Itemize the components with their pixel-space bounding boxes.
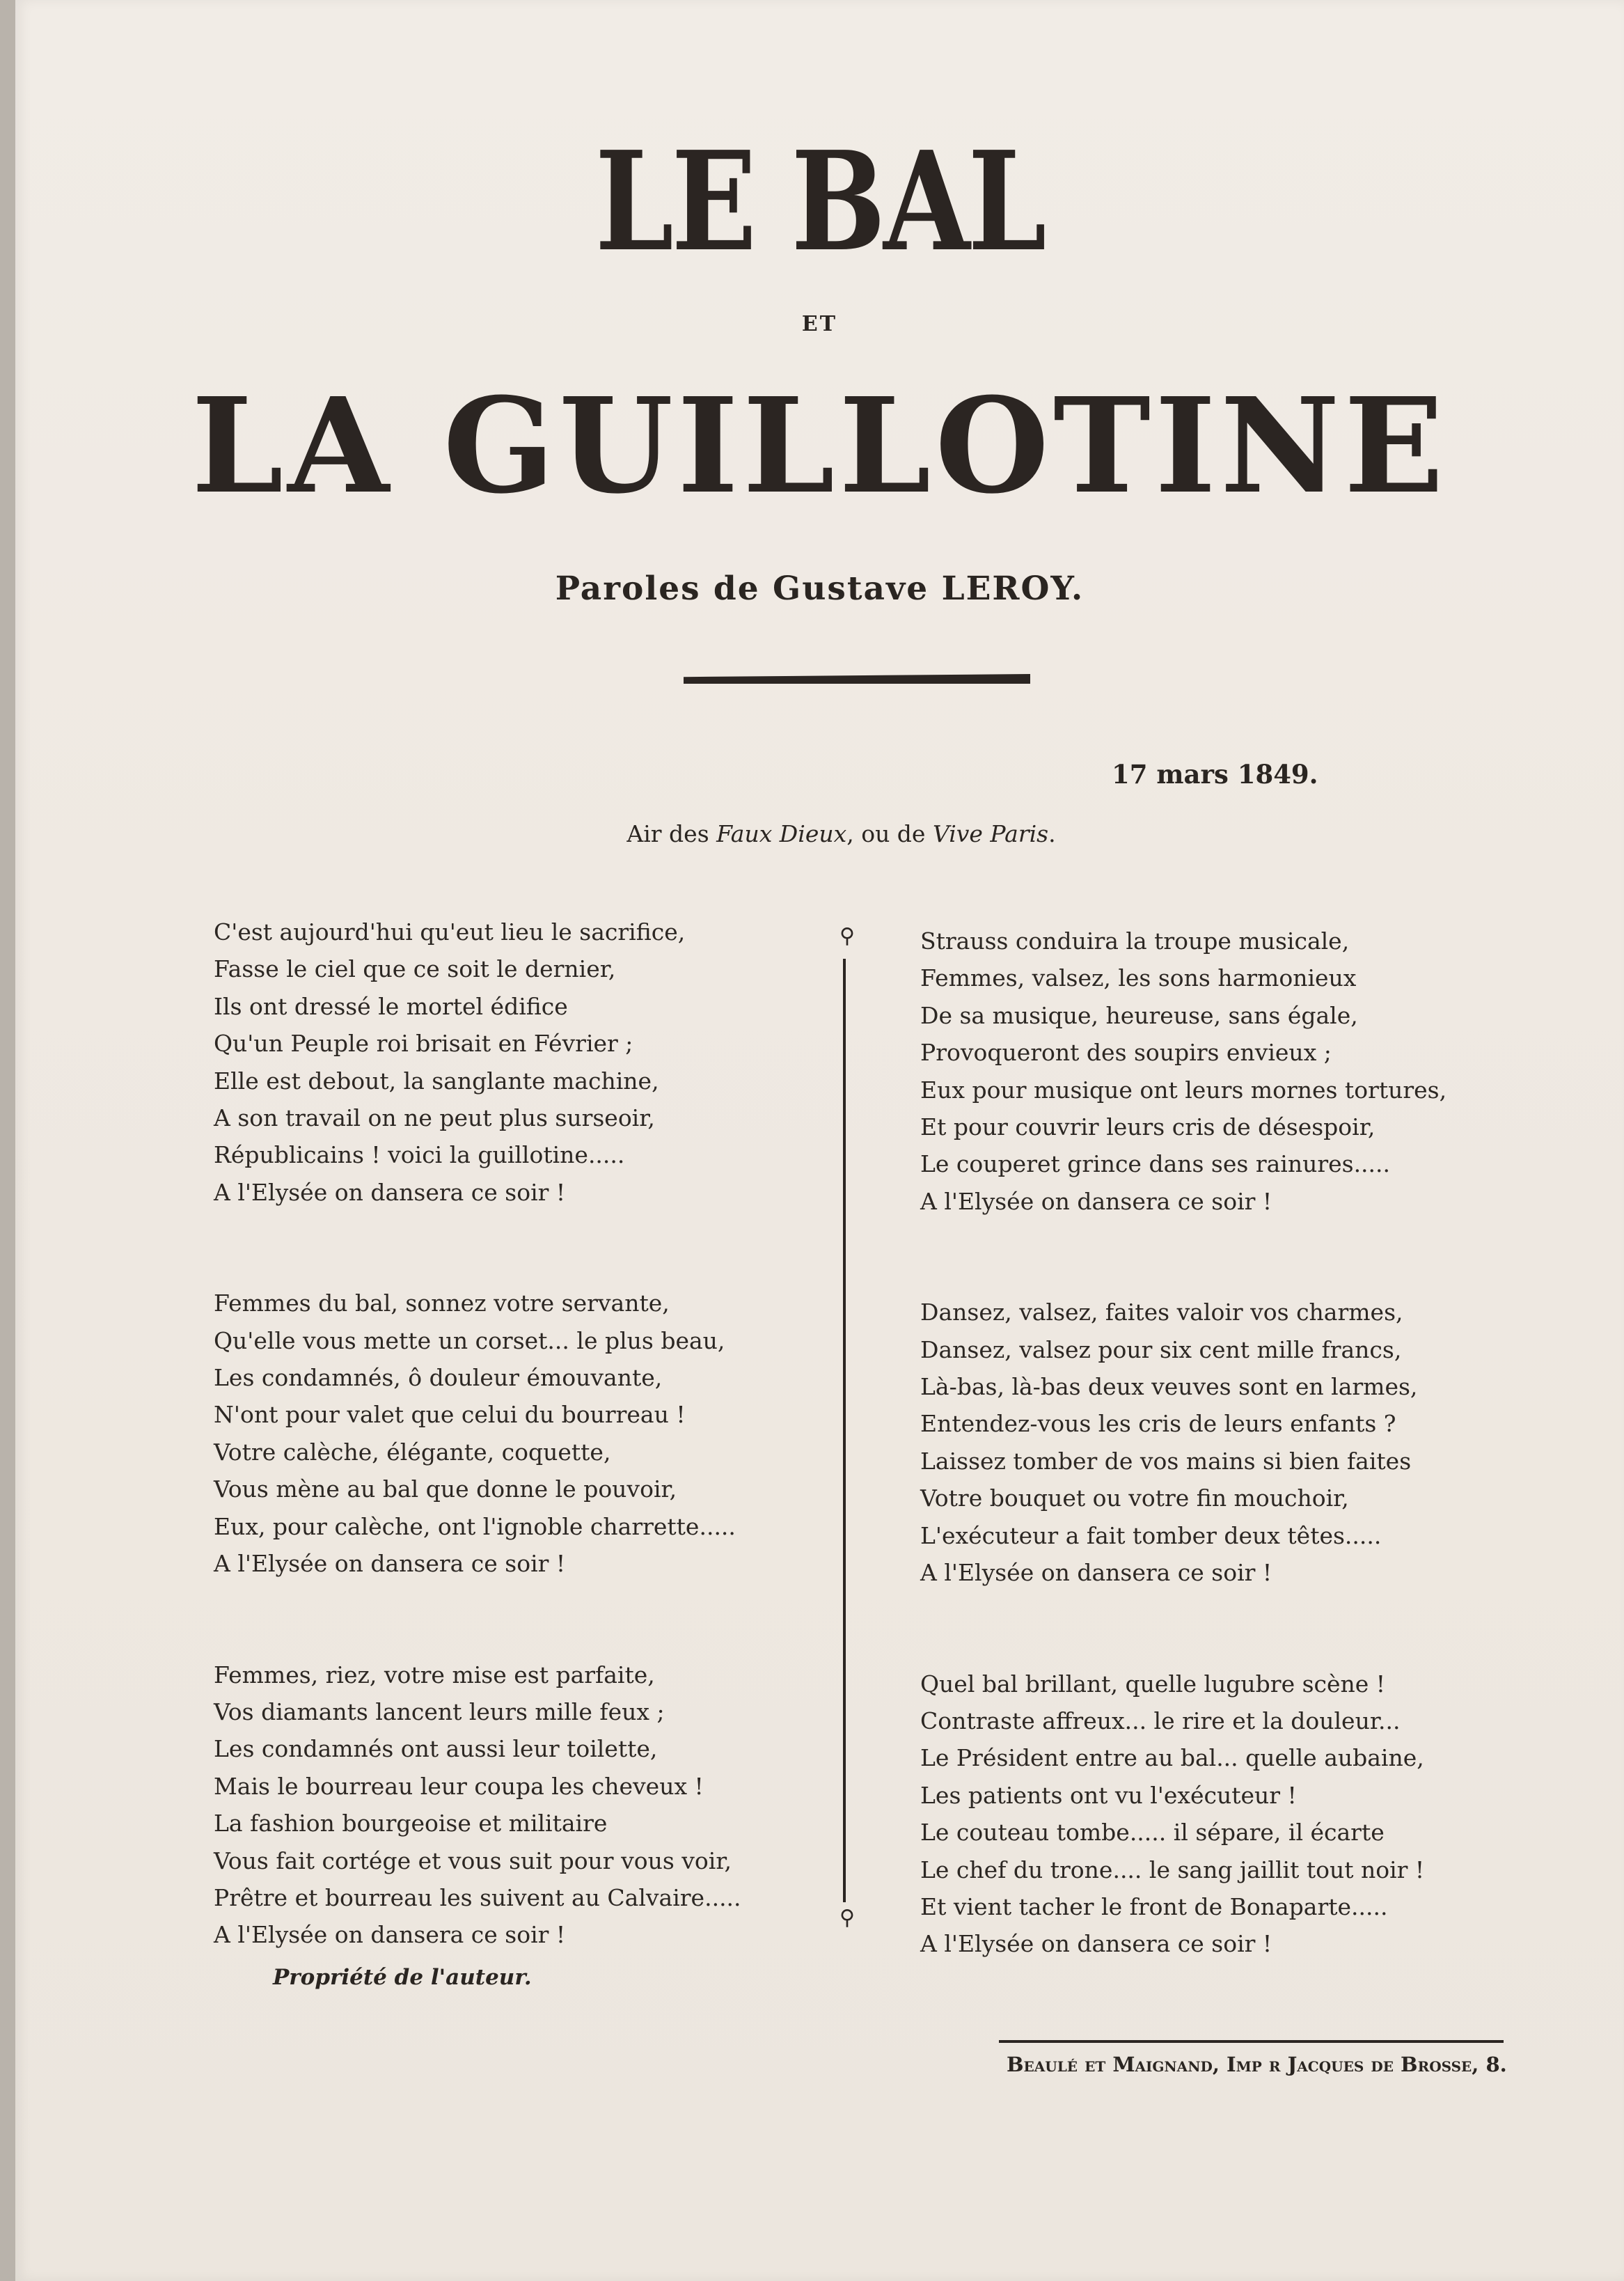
air-line — [15, 820, 1624, 847]
verse-line: A son travail on ne peut plus surseoir, — [214, 1104, 655, 1132]
printer-imprint: Beaulé et Maignand, Imp r Jacques de Brosse, 8. — [1007, 2053, 1507, 2076]
verse-line: C'est aujourd'hui qu'eut lieu le sacrifice, — [214, 918, 686, 946]
verse-line: Laissez tomber de vos mains si bien faites — [920, 1447, 1412, 1475]
verse-line: Républicains ! voici la guillotine..... — [214, 1141, 625, 1169]
verse-line: N'ont pour valet que celui du bourreau ! — [214, 1401, 686, 1429]
right-column-stanzas — [920, 923, 1519, 2037]
title-divider-rule — [684, 674, 1030, 684]
divider-ornament-top-icon: ⚲ — [839, 924, 855, 948]
verse-line: Votre calèche, élégante, coquette, — [214, 1438, 611, 1466]
verse-line: Contraste affreux... le rire et la douleur... — [920, 1707, 1401, 1734]
verse-line: Et vient tacher le front de Bonaparte..... — [920, 1892, 1388, 1920]
verse-line: Ils ont dressé le mortel édifice — [214, 992, 568, 1020]
stanza-3 — [214, 1285, 812, 1582]
verse-line: Mais le bourreau leur coupa les cheveux ! — [214, 1772, 704, 1800]
verse-line: Votre bouquet ou votre fin mouchoir, — [920, 1484, 1349, 1512]
verse-line: Dansez, valsez, faites valoir vos charmes, — [920, 1299, 1403, 1326]
verse-line: Qu'elle vous mette un corset... le plus beau, — [214, 1326, 725, 1354]
verse-line: Le Président entre au bal... quelle aubaine, — [920, 1744, 1424, 1772]
verse-line: Et pour couvrir leurs cris de désespoir, — [920, 1113, 1375, 1141]
verse-line: Les patients ont vu l'exécuteur ! — [920, 1781, 1297, 1809]
verse-line: Les condamnés, ô douleur émouvante, — [214, 1364, 663, 1392]
refrain-line: A l'Elysée on dansera ce soir ! — [214, 1921, 566, 1949]
verse-line: Quel bal brillant, quelle lugubre scène ! — [920, 1670, 1386, 1698]
verse-line: Qu'un Peuple roi brisait en Février ; — [214, 1030, 633, 1058]
stanza-4 — [920, 1294, 1519, 1591]
imprint-rule — [999, 2040, 1504, 2043]
verse-line: Femmes, valsez, les sons harmonieux — [920, 964, 1357, 992]
air-middle: , ou de — [846, 820, 933, 847]
verse-line: Le couperet grince dans ses rainures..... — [920, 1150, 1391, 1178]
title-la-guillotine: LA GUILLOTINE — [191, 369, 1449, 523]
air-tune-faux-dieux: Faux Dieux — [716, 820, 847, 847]
stanza-5 — [214, 1656, 812, 1954]
date-line: 17 mars 1849. — [1112, 759, 1318, 790]
verse-line: La fashion bourgeoise et militaire — [214, 1810, 608, 1837]
title-et: ET — [801, 312, 838, 336]
refrain-line: A l'Elysée on dansera ce soir ! — [214, 1178, 566, 1206]
verse-line: Là-bas, là-bas deux veuves sont en larmes, — [920, 1373, 1418, 1401]
verse-line: L'exécuteur a fait tomber deux têtes..... — [920, 1521, 1382, 1549]
verse-line: Femmes, riez, votre mise est parfaite, — [214, 1661, 655, 1688]
verse-line: Eux pour musique ont leurs mornes tortures, — [920, 1076, 1447, 1104]
property-notice: Propriété de l'auteur. — [273, 1965, 532, 1990]
divider-line — [843, 959, 846, 1902]
air-tune-vive-paris: Vive Paris — [932, 820, 1049, 847]
byline-author: Paroles de Gustave LEROY. — [555, 570, 1085, 608]
verse-line: Eux, pour calèche, ont l'ignoble charrette..... — [214, 1512, 736, 1540]
air-prefix: Air des — [626, 820, 717, 847]
verse-line: Prêtre et bourreau les suivent au Calvaire..... — [214, 1883, 741, 1911]
verse-line: Vous fait cortége et vous suit pour vous voir, — [214, 1847, 732, 1874]
verse-line: Femmes du bal, sonnez votre servante, — [214, 1290, 670, 1317]
verse-line: Provoqueront des soupirs envieux ; — [920, 1039, 1332, 1067]
column-divider — [839, 923, 855, 1939]
verse-line: Le chef du trone.... le sang jaillit tout noir ! — [920, 1856, 1425, 1883]
title-le-bal: LE BAL — [594, 122, 1045, 282]
refrain-line: A l'Elysée on dansera ce soir ! — [920, 1559, 1272, 1587]
stanza-6 — [920, 1665, 1519, 1963]
divider-ornament-bottom-icon: ⚲ — [839, 1906, 855, 1930]
refrain-line: A l'Elysée on dansera ce soir ! — [214, 1550, 566, 1578]
refrain-line: A l'Elysée on dansera ce soir ! — [920, 1187, 1272, 1215]
verse-line: Dansez, valsez pour six cent mille francs, — [920, 1335, 1402, 1363]
verse-line: Strauss conduira la troupe musicale, — [920, 927, 1350, 955]
verse-line: Fasse le ciel que ce soit le dernier, — [214, 955, 616, 983]
verse-line: Elle est debout, la sanglante machine, — [214, 1067, 659, 1095]
verse-line: De sa musique, heureuse, sans égale, — [920, 1001, 1358, 1029]
verse-line: Vous mène au bal que donne le pouvoir, — [214, 1475, 677, 1503]
verse-line: Les condamnés ont aussi leur toilette, — [214, 1735, 658, 1763]
verse-line: Vos diamants lancent leurs mille feux ; — [214, 1698, 665, 1725]
stanza-2 — [920, 923, 1519, 1220]
air-suffix: . — [1048, 820, 1056, 847]
verse-line: Entendez-vous les cris de leurs enfants ? — [920, 1410, 1396, 1438]
refrain-line: A l'Elysée on dansera ce soir ! — [920, 1930, 1272, 1958]
left-column-stanzas — [214, 914, 812, 2028]
broadside-sheet — [15, 0, 1624, 2281]
verse-line: Le couteau tombe..... il sépare, il écarte — [920, 1819, 1385, 1847]
stanza-1 — [214, 914, 812, 1211]
